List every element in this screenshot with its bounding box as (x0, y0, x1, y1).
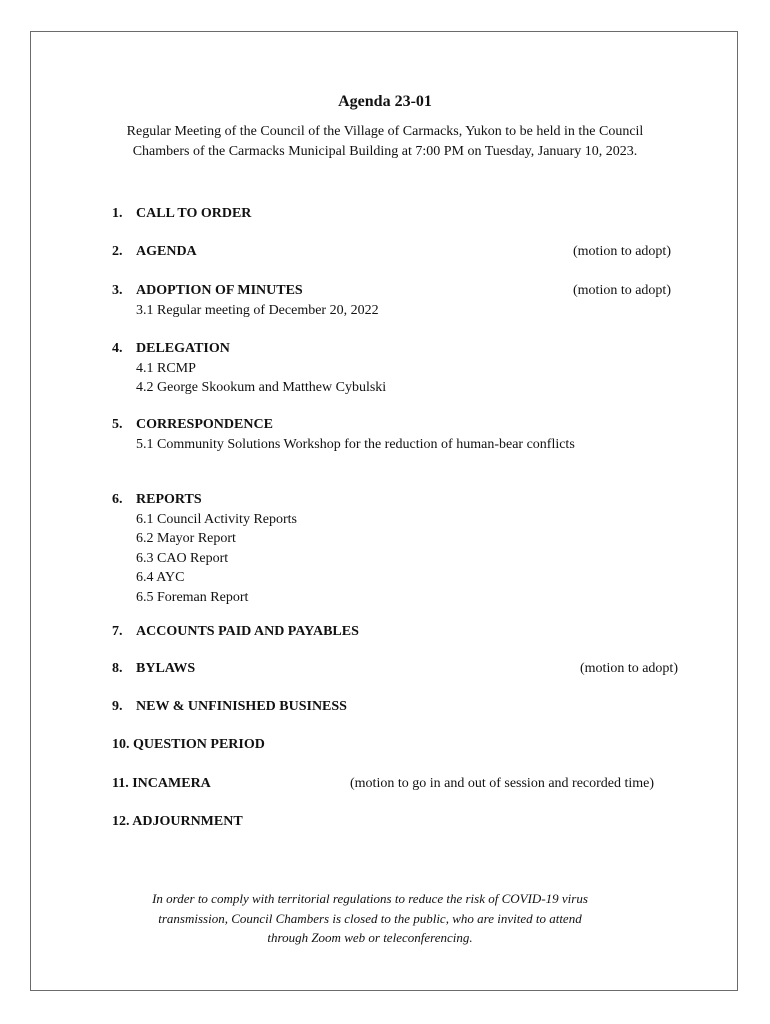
sub-item: 4.2 George Skookum and Matthew Cybulski (136, 380, 387, 395)
sub-item: 3.1 Regular meeting of December 20, 2022 (136, 302, 379, 318)
covid-notice-line-3: through Zoom web or teleconferencing. (267, 930, 473, 945)
sub-item: 6.3 CAO Report (136, 550, 229, 566)
item-motion-note: (motion to go in and out of session and recorded time) (350, 776, 655, 791)
item-number: 8. (112, 661, 123, 676)
agenda-item-question-period (112, 735, 692, 755)
agenda-item-adjournment (112, 812, 692, 832)
item-motion-note: (motion to adopt) (573, 283, 671, 298)
item-title: INCAMERA (132, 776, 211, 791)
item-title: ACCOUNTS PAID AND PAYABLES (136, 624, 359, 639)
item-title: ADOPTION OF MINUTES (136, 283, 303, 298)
agenda-item-adoption-of-minutes (112, 281, 692, 320)
item-title: DELEGATION (136, 341, 230, 356)
item-number: 3. (112, 283, 123, 298)
item-number: 11. (112, 776, 129, 791)
item-title: ADJOURNMENT (132, 814, 243, 829)
sub-item: 5.1 Community Solutions Workshop for the reduction of human-bear conflicts (136, 436, 575, 452)
agenda-item-call-to-order (112, 204, 692, 224)
item-motion-note: (motion to adopt) (580, 661, 678, 676)
item-number: 12. (112, 814, 130, 829)
item-title: CALL TO ORDER (136, 206, 252, 221)
agenda-item-correspondence (112, 415, 692, 454)
agenda-item-accounts-paid-and-payables (112, 622, 692, 642)
meeting-description (100, 122, 670, 162)
meeting-description-line-2: Chambers of the Carmacks Municipal Building at 7:00 PM on Tuesday, January 10, 2023. (132, 144, 638, 159)
agenda-item-new-and-unfinished-business (112, 697, 692, 717)
item-title: QUESTION PERIOD (133, 737, 265, 752)
item-number: 9. (112, 699, 123, 714)
item-number: 2. (112, 244, 123, 259)
agenda-item-agenda (112, 242, 692, 262)
sub-item: 6.4 AYC (136, 570, 185, 585)
item-number: 7. (112, 624, 123, 639)
covid-notice-line-1: In order to comply with territorial regulations to reduce the risk of COVID-19 virus (152, 891, 588, 906)
sub-item: 6.2 Mayor Report (136, 531, 236, 546)
sub-item: 4.1 RCMP (136, 360, 196, 376)
agenda-item-incamera (112, 774, 692, 794)
covid-notice-line-2: transmission, Council Chambers is closed to the public, who are invited to attend (158, 910, 582, 926)
sub-item: 6.1 Council Activity Reports (136, 511, 297, 527)
item-number: 6. (112, 492, 123, 507)
item-number: 1. (112, 206, 123, 221)
sub-item: 6.5 Foreman Report (136, 589, 249, 605)
agenda-item-delegation (112, 339, 692, 398)
item-number: 5. (112, 417, 123, 432)
item-title: NEW & UNFINISHED BUSINESS (136, 699, 347, 714)
item-title: CORRESPONDENCE (136, 417, 273, 432)
item-title: AGENDA (136, 244, 197, 259)
item-title: REPORTS (136, 492, 202, 507)
agenda-title: Agenda 23-01 (338, 93, 432, 110)
agenda-item-bylaws (112, 659, 692, 679)
item-title: BYLAWS (136, 661, 196, 676)
item-number: 10. (112, 737, 130, 752)
item-motion-note: (motion to adopt) (573, 244, 671, 259)
meeting-description-line-1: Regular Meeting of the Council of the Village of Carmacks, Yukon to be held in the Council (126, 124, 644, 139)
item-number: 4. (112, 341, 123, 356)
covid-notice (100, 889, 640, 948)
agenda-item-reports (112, 490, 692, 607)
